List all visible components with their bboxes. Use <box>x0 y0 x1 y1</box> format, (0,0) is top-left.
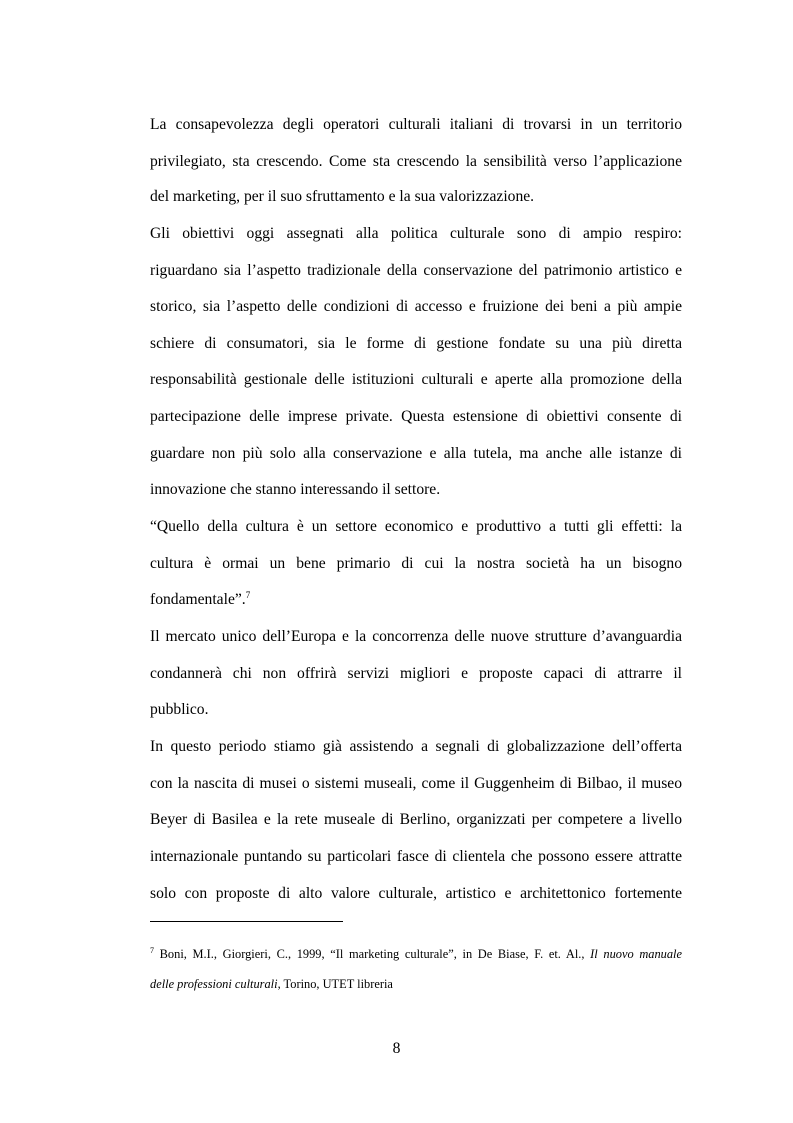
footnote-line-2 <box>150 977 682 992</box>
footnote-book-title-part2: delle professioni culturali <box>150 977 278 991</box>
body-line-11: innovazione che stanno interessando il settore. <box>150 481 441 498</box>
body-line-21: internazionale puntando su particolari fasce di clientela che possono essere attratte <box>150 848 682 865</box>
body-line-1: La consapevolezza degli operatori culturali italiani di trovarsi in un territorio <box>150 116 682 133</box>
body-line-20: Beyer di Basilea e la rete museale di Berlino, organizzati per competere a livello <box>150 811 682 828</box>
body-line-13: cultura è ormai un bene primario di cui la nostra società ha un bisogno <box>150 555 682 572</box>
body-line-19: con la nascita di musei o sistemi museali, come il Guggenheim di Bilbao, il museo <box>150 775 682 792</box>
body-line-5: riguardano sia l’aspetto tradizionale della conservazione del patrimonio artistico e <box>150 262 682 279</box>
footnote-reference[interactable]: 7 <box>245 590 251 600</box>
footnote-citation-text: Boni, M.I., Giorgieri, C., 1999, “Il marketing culturale”, in De Biase, F. et. Al., <box>154 947 591 961</box>
body-line-22: solo con proposte di alto valore culturale, artistico e architettonico fortemente <box>150 885 682 902</box>
body-line-10: guardare non più solo alla conservazione e alla tutela, ma anche alle istanze di <box>150 445 682 462</box>
body-line-6: storico, sia l’aspetto delle condizioni di accesso e fruizione dei beni a più ampie <box>150 298 682 315</box>
footnote-book-title-part1: Il nuovo manuale <box>590 947 682 961</box>
body-line-2: privilegiato, sta crescendo. Come sta crescendo la sensibilità verso l’applicazione <box>150 153 682 170</box>
body-line-14 <box>150 591 682 609</box>
quote-end-text: fondamentale”. <box>150 591 246 608</box>
body-line-12: “Quello della cultura è un settore economico e produttivo a tutti gli effetti: la <box>150 518 682 535</box>
body-line-4: Gli obiettivi oggi assegnati alla politica culturale sono di ampio respiro: <box>150 225 682 242</box>
footnote-line-1 <box>150 947 682 962</box>
body-line-9: partecipazione delle imprese private. Questa estensione di obiettivi consente di <box>150 408 682 425</box>
body-line-3: del marketing, per il suo sfruttamento e la sua valorizzazione. <box>150 188 535 205</box>
body-line-16: condannerà chi non offrirà servizi migliori e proposte capaci di attrarre il <box>150 665 682 682</box>
body-line-8: responsabilità gestionale delle istituzioni culturali e aperte alla promozione della <box>150 371 682 388</box>
body-line-18: In questo periodo stiamo già assistendo a segnali di globalizzazione dell’offerta <box>150 738 682 755</box>
body-line-15: Il mercato unico dell’Europa e la concorrenza delle nuove strutture d’avanguardia <box>150 628 682 645</box>
page-number: 8 <box>392 1040 401 1057</box>
footnote-marker: 7 <box>150 946 154 955</box>
body-line-7: schiere di consumatori, sia le forme di gestione fondate su una più diretta <box>150 335 682 352</box>
footnote-separator <box>150 921 343 922</box>
body-line-17: pubblico. <box>150 701 209 718</box>
footnote-publisher-text: , Torino, UTET libreria <box>277 977 393 991</box>
